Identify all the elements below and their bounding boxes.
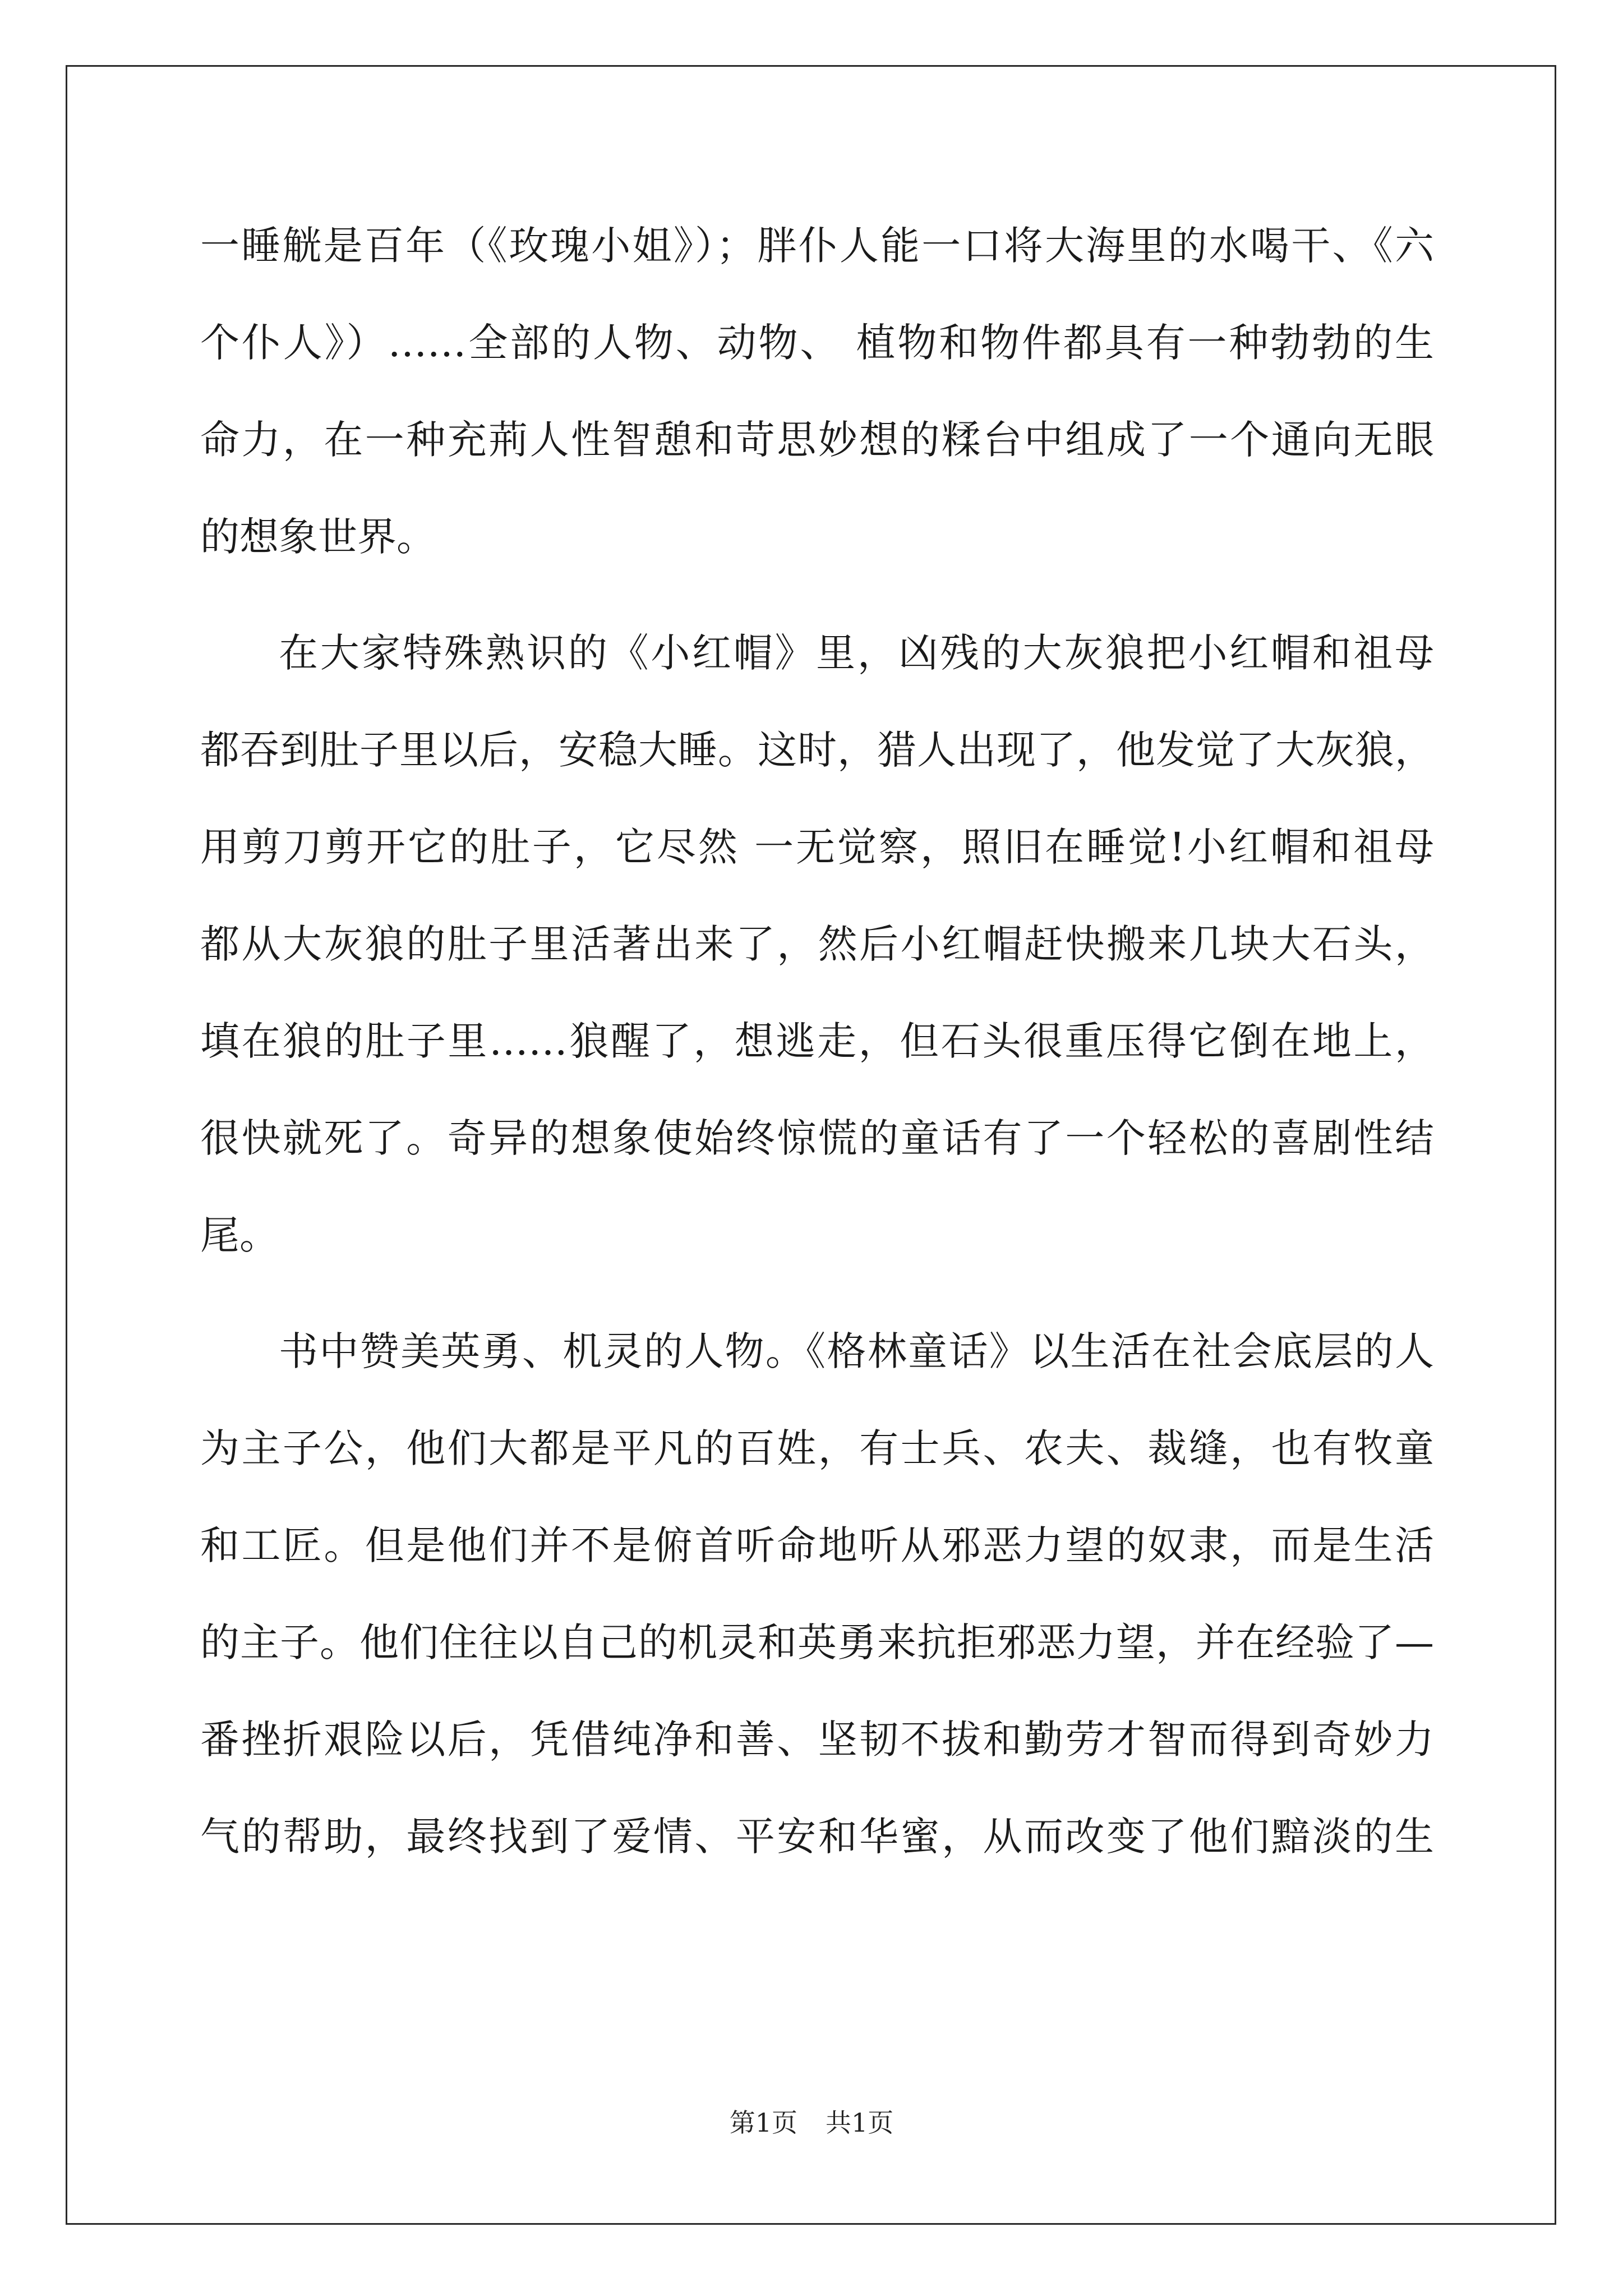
paragraph-2 [200, 605, 1434, 1284]
text-line: 尾。 [200, 1212, 279, 1258]
paragraph-1 [200, 197, 1434, 586]
text-line: 的想象世界。 [200, 514, 436, 560]
text-line: 在大家特殊熟识的《小红帽》里，凶残的大灰狼把小红帽和祖母 [279, 630, 1434, 676]
text-line: 一睡觥是百年（《玫瑰小姐》）；胖仆人能一口将大海里的水喝干、《六 [200, 223, 1434, 269]
page-number: 第1页 [729, 2108, 797, 2138]
page-footer [0, 2102, 1623, 2139]
page-total: 共1页 [826, 2108, 894, 2138]
text-line: 用剪刀剪开它的肚子，它尽然 一无觉察，照旧在睡觉!小红帽和祖母 [200, 824, 1434, 870]
text-line: 番挫折艰险以后，凭借纯净和善、坚韧不拔和勤劳才智而得到奇妙力 [200, 1717, 1434, 1763]
text-line: 命力，在一种充荊人性智憩和苛思妙想的糅台中组成了一个通向无眼 [200, 417, 1434, 463]
text-line: 很快就死了。奇异的想象使始终惊慌的童话有了一个轻松的喜剧性结 [200, 1115, 1434, 1161]
text-line: 都吞到肚子里以后，安稳大睡。这时，猎人出现了，他发觉了大灰狼， [200, 727, 1434, 773]
text-line: 气的帮助，最终找到了爱情、平安和华蜜，从而改变了他们黯淡的生 [200, 1814, 1434, 1860]
text-line: 个仆人》）……全部的人物、动物、 植物和物件都具有一种勃勃的生 [200, 320, 1434, 366]
text-line: 和工匠。但是他们并不是俯首听命地听从邪恶力望的奴隶，而是生活 [200, 1522, 1434, 1568]
document-body [200, 197, 1434, 1885]
text-line: 的主子。他们住往以自己的机灵和英勇来抗拒邪恶力望，并在经验了— [200, 1619, 1434, 1665]
text-line: 为主子公，他们大都是平凡的百姓，有士兵、农夫、裁缝，也有牧童 [200, 1425, 1434, 1471]
text-line: 都从大灰狼的肚子里活著出来了，然后小红帽赶快搬来几块大石头， [200, 921, 1434, 967]
text-line: 书中赞美英勇、机灵的人物。《格林童话》以生活在社会底层的人 [279, 1328, 1434, 1374]
text-line: 填在狼的肚子里……狼醒了，想逃走，但石头很重压得它倒在地上， [200, 1018, 1434, 1064]
paragraph-3 [200, 1303, 1434, 1885]
